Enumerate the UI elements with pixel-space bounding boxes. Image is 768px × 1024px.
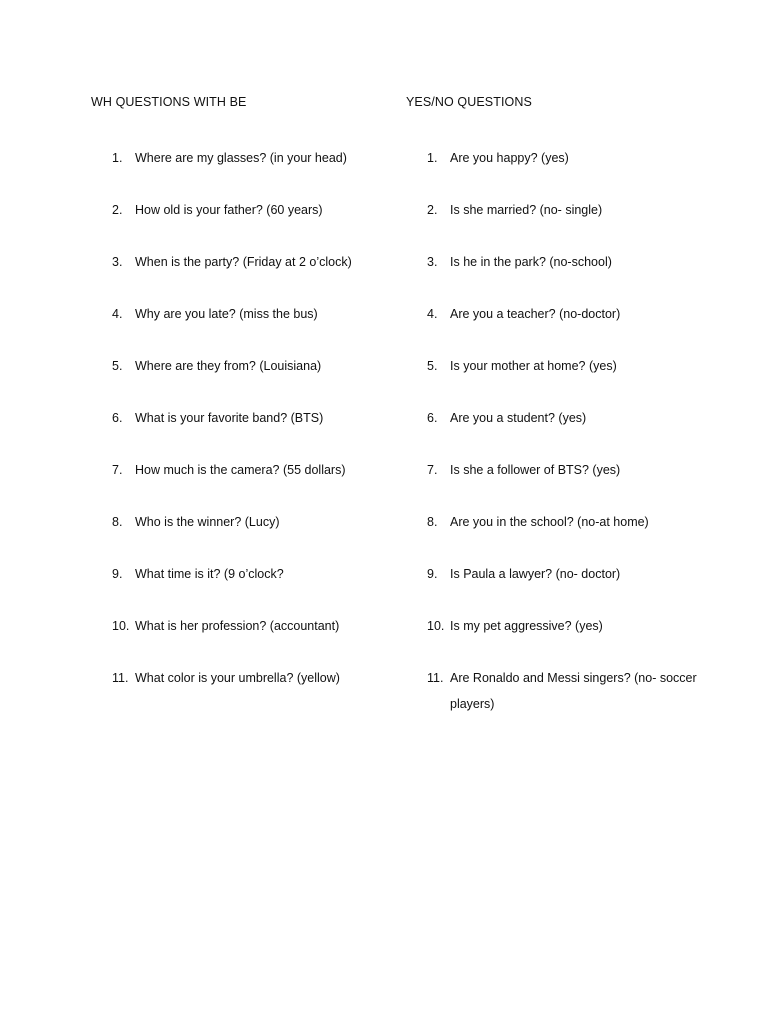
item-number: 11.: [427, 671, 444, 685]
list-item: [91, 353, 391, 379]
list-item: [91, 457, 391, 483]
yes-no-questions-column: [406, 93, 706, 743]
item-text: Is she a follower of BTS? (yes): [450, 463, 621, 477]
item-number: 9.: [427, 567, 438, 581]
item-text: What color is your umbrella? (yellow): [135, 671, 340, 685]
item-text: When is the party? (Friday at 2 o’clock): [135, 255, 352, 269]
list-item: [91, 405, 391, 431]
list-item: [91, 561, 391, 587]
wh-questions-heading: WH QUESTIONS WITH BE: [91, 95, 247, 109]
item-number: 2.: [112, 203, 123, 217]
item-number: 10.: [112, 619, 130, 633]
item-text: Why are you late? (miss the bus): [135, 307, 318, 321]
item-number: 3.: [427, 255, 438, 269]
item-number: 6.: [112, 411, 123, 425]
list-item: [91, 145, 391, 171]
item-text: Are you happy? (yes): [450, 151, 569, 165]
item-number: 5.: [427, 359, 438, 373]
list-item: [91, 613, 391, 639]
item-number: 2.: [427, 203, 438, 217]
item-text: How old is your father? (60 years): [135, 203, 323, 217]
item-text: Where are they from? (Louisiana): [135, 359, 322, 373]
list-item: [406, 405, 706, 431]
list-item: [406, 561, 706, 587]
yes-no-questions-list: [406, 145, 706, 717]
list-item: [406, 353, 706, 379]
item-text: What is her profession? (accountant): [135, 619, 340, 633]
item-number: 10.: [427, 619, 445, 633]
wh-questions-column: [91, 93, 391, 717]
item-number: 7.: [427, 463, 438, 477]
item-number: 8.: [427, 515, 438, 529]
item-text: What is your favorite band? (BTS): [135, 411, 324, 425]
list-item: [406, 301, 706, 327]
list-item: [91, 197, 391, 223]
list-item: [91, 509, 391, 535]
item-text: Is your mother at home? (yes): [450, 359, 617, 373]
list-item: [406, 145, 706, 171]
item-text: Is he in the park? (no-school): [450, 255, 612, 269]
list-item: [406, 197, 706, 223]
item-text: Are Ronaldo and Messi singers? (no- soccer players): [450, 671, 697, 711]
wh-questions-list: [91, 145, 391, 691]
item-number: 6.: [427, 411, 438, 425]
list-item: [91, 249, 391, 275]
item-text: What time is it? (9 o’clock?: [135, 567, 284, 581]
item-text: Where are my glasses? (in your head): [135, 151, 347, 165]
list-item: [91, 665, 391, 691]
item-number: 1.: [427, 151, 438, 165]
item-text: Are you a student? (yes): [450, 411, 587, 425]
item-number: 3.: [112, 255, 123, 269]
item-text: Who is the winner? (Lucy): [135, 515, 280, 529]
list-item: [91, 301, 391, 327]
list-item: [406, 509, 706, 535]
item-text: Are you a teacher? (no-doctor): [450, 307, 621, 321]
item-number: 4.: [427, 307, 438, 321]
item-number: 11.: [112, 671, 129, 685]
list-item: [406, 613, 706, 639]
item-text: Is my pet aggressive? (yes): [450, 619, 603, 633]
list-item: [406, 249, 706, 275]
item-number: 1.: [112, 151, 123, 165]
item-text: How much is the camera? (55 dollars): [135, 463, 346, 477]
list-item: [406, 457, 706, 483]
item-text: Is Paula a lawyer? (no- doctor): [450, 567, 621, 581]
item-number: 7.: [112, 463, 123, 477]
list-item: [406, 665, 706, 717]
yes-no-questions-heading: YES/NO QUESTIONS: [406, 95, 532, 109]
item-number: 4.: [112, 307, 123, 321]
item-text: Is she married? (no- single): [450, 203, 603, 217]
item-number: 8.: [112, 515, 123, 529]
item-number: 5.: [112, 359, 123, 373]
item-text: Are you in the school? (no-at home): [450, 515, 649, 529]
item-number: 9.: [112, 567, 123, 581]
